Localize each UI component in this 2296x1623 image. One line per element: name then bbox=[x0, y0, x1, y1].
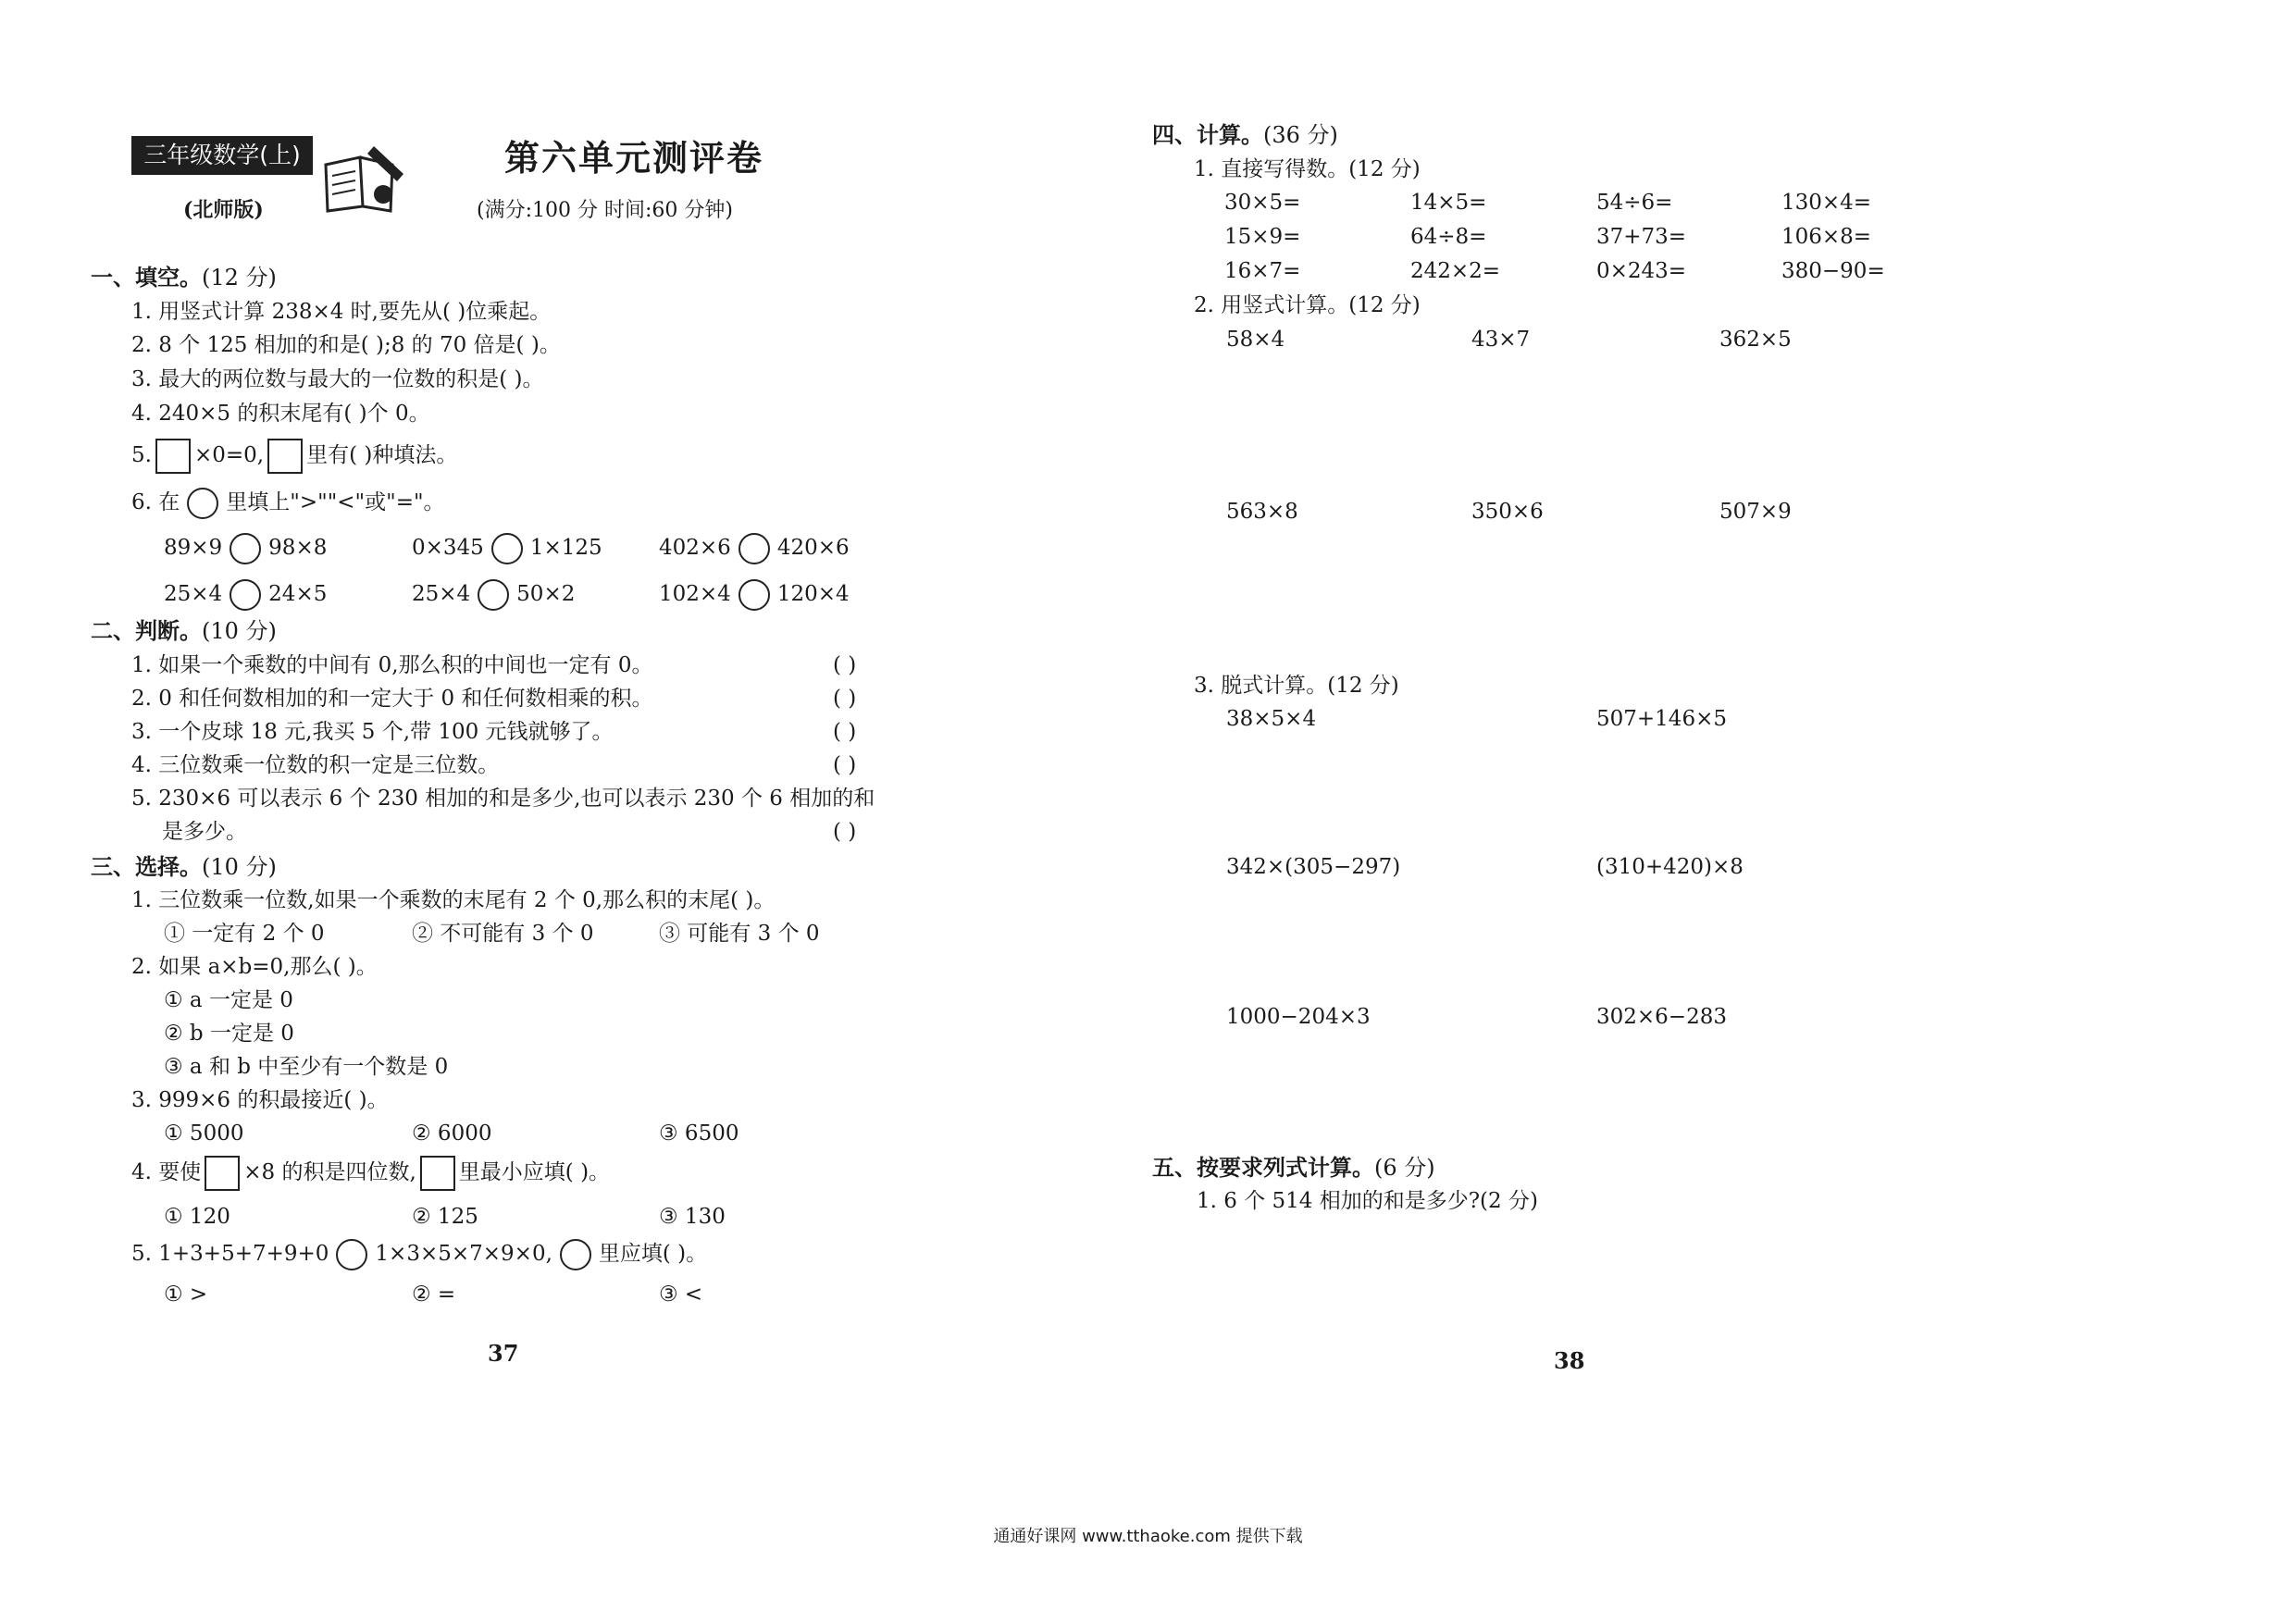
s2-q1: 1. 如果一个乘数的中间有 0,那么积的中间也一定有 0。 bbox=[131, 653, 653, 677]
section-2-heading: 二、判断。(10 分) bbox=[91, 617, 277, 644]
answer-paren: ( ) bbox=[833, 753, 857, 777]
blank-circle-icon bbox=[738, 579, 770, 611]
direct-calc-item: 130×4= bbox=[1781, 191, 1872, 215]
blank-circle-icon bbox=[738, 533, 770, 564]
s3-q5: 5. 1+3+5+7+9+0 1×3×5×7×9×0, 里应填( )。 bbox=[131, 1239, 707, 1270]
exam-title: 第六单元测评卷 bbox=[504, 137, 764, 179]
s5-q1: 1. 6 个 514 相加的和是多少?(2 分) bbox=[1197, 1189, 1538, 1213]
compare-item: 25×4 24×5 bbox=[164, 579, 327, 611]
s1-q3: 3. 最大的两位数与最大的一位数的积是( )。 bbox=[131, 367, 544, 391]
section-5-heading: 五、按要求列式计算。(6 分) bbox=[1152, 1154, 1435, 1181]
blank-box-icon bbox=[420, 1156, 455, 1191]
s3-q1-opt3: ③ 可能有 3 个 0 bbox=[659, 922, 820, 946]
s3-q3: 3. 999×6 的积最接近( )。 bbox=[131, 1088, 389, 1112]
expression-item: 342×(305−297) bbox=[1226, 855, 1401, 879]
s3-q2-opt1: ① a 一定是 0 bbox=[164, 988, 293, 1012]
direct-calc-item: 0×243= bbox=[1596, 259, 1687, 283]
s3-q3-opt2: ② 6000 bbox=[412, 1121, 492, 1146]
expression-item: (310+420)×8 bbox=[1596, 855, 1744, 879]
s1-q4: 4. 240×5 的积末尾有( )个 0。 bbox=[131, 402, 430, 426]
direct-calc-item: 16×7= bbox=[1224, 259, 1301, 283]
expression-item: 1000−204×3 bbox=[1226, 1005, 1371, 1029]
section-3-heading: 三、选择。(10 分) bbox=[91, 853, 277, 880]
blank-circle-icon bbox=[230, 533, 261, 564]
s3-q4-opt2: ② 125 bbox=[412, 1205, 478, 1229]
s2-q2: 2. 0 和任何数相加的和一定大于 0 和任何数相乘的积。 bbox=[131, 687, 653, 711]
s3-q4-opt1: ① 120 bbox=[164, 1205, 230, 1229]
compare-item: 102×4 120×4 bbox=[659, 579, 850, 611]
edition-label: (北师版) bbox=[183, 198, 264, 222]
book-pen-icon bbox=[318, 137, 411, 216]
vertical-calc-item: 362×5 bbox=[1719, 328, 1792, 352]
answer-paren: ( ) bbox=[833, 720, 857, 744]
s3-q2-opt2: ② b 一定是 0 bbox=[164, 1022, 294, 1046]
vertical-calc-item: 350×6 bbox=[1471, 500, 1544, 524]
blank-circle-icon bbox=[491, 533, 523, 564]
expression-item: 38×5×4 bbox=[1226, 707, 1317, 731]
direct-calc-item: 54÷6= bbox=[1596, 191, 1673, 215]
blank-box-icon bbox=[267, 439, 303, 474]
s3-q4-opt3: ③ 130 bbox=[659, 1205, 726, 1229]
exam-subtitle: (满分:100 分 时间:60 分钟) bbox=[477, 199, 733, 222]
direct-calc-item: 64÷8= bbox=[1410, 225, 1487, 249]
s2-q5-cont: 是多少。 bbox=[162, 820, 247, 844]
section-1-heading: 一、填空。(12 分) bbox=[91, 264, 277, 291]
compare-item: 25×4 50×2 bbox=[412, 579, 575, 611]
expression-item: 507+146×5 bbox=[1596, 707, 1727, 731]
page-number-right: 38 bbox=[1554, 1347, 1585, 1374]
s4-sub3: 3. 脱式计算。(12 分) bbox=[1194, 674, 1399, 698]
answer-paren: ( ) bbox=[833, 653, 857, 677]
s1-q6: 6. 在 里填上">""<"或"="。 bbox=[131, 488, 445, 519]
blank-circle-icon bbox=[187, 488, 218, 519]
blank-circle-icon bbox=[560, 1239, 591, 1270]
s3-q2-opt3: ③ a 和 b 中至少有一个数是 0 bbox=[164, 1055, 449, 1079]
footer-credit: 通通好课网 www.tthaoke.com 提供下载 bbox=[993, 1527, 1303, 1546]
vertical-calc-item: 58×4 bbox=[1226, 328, 1285, 352]
blank-circle-icon bbox=[230, 579, 261, 611]
blank-circle-icon bbox=[478, 579, 509, 611]
s1-q5: 5. ×0=0, 里有( )种填法。 bbox=[131, 439, 457, 474]
expression-item: 302×6−283 bbox=[1596, 1005, 1727, 1029]
s3-q1-opt1: ① 一定有 2 个 0 bbox=[164, 922, 325, 946]
s3-q5-opt3: ③ < bbox=[659, 1282, 703, 1307]
answer-paren: ( ) bbox=[833, 820, 857, 844]
direct-calc-item: 30×5= bbox=[1224, 191, 1301, 215]
s3-q1-opt2: ② 不可能有 3 个 0 bbox=[412, 922, 594, 946]
s3-q4: 4. 要使 ×8 的积是四位数, 里最小应填( )。 bbox=[131, 1156, 610, 1191]
s3-q1: 1. 三位数乘一位数,如果一个乘数的末尾有 2 个 0,那么积的末尾( )。 bbox=[131, 888, 776, 912]
vertical-calc-item: 43×7 bbox=[1471, 328, 1531, 352]
s3-q5-opt1: ① > bbox=[164, 1282, 208, 1307]
direct-calc-item: 106×8= bbox=[1781, 225, 1872, 249]
blank-circle-icon bbox=[336, 1239, 367, 1270]
section-4-heading: 四、计算。(36 分) bbox=[1152, 121, 1338, 148]
direct-calc-item: 14×5= bbox=[1410, 191, 1487, 215]
s3-q3-opt3: ③ 6500 bbox=[659, 1121, 739, 1146]
compare-item: 0×345 1×125 bbox=[412, 533, 602, 564]
blank-box-icon bbox=[155, 439, 191, 474]
s4-sub2: 2. 用竖式计算。(12 分) bbox=[1194, 293, 1421, 317]
vertical-calc-item: 507×9 bbox=[1719, 500, 1792, 524]
direct-calc-item: 15×9= bbox=[1224, 225, 1301, 249]
s1-q2: 2. 8 个 125 相加的和是( );8 的 70 倍是( )。 bbox=[131, 333, 561, 357]
s1-q1: 1. 用竖式计算 238×4 时,要先从( )位乘起。 bbox=[131, 300, 552, 324]
direct-calc-item: 242×2= bbox=[1410, 259, 1501, 283]
s4-sub1: 1. 直接写得数。(12 分) bbox=[1194, 157, 1421, 181]
s2-q4: 4. 三位数乘一位数的积一定是三位数。 bbox=[131, 753, 500, 777]
blank-box-icon bbox=[205, 1156, 240, 1191]
direct-calc-item: 37+73= bbox=[1596, 225, 1687, 249]
direct-calc-item: 380−90= bbox=[1781, 259, 1885, 283]
s3-q5-opt2: ② = bbox=[412, 1282, 456, 1307]
s2-q3: 3. 一个皮球 18 元,我买 5 个,带 100 元钱就够了。 bbox=[131, 720, 614, 744]
answer-paren: ( ) bbox=[833, 687, 857, 711]
grade-badge: 三年级数学(上) bbox=[131, 136, 313, 175]
s3-q3-opt1: ① 5000 bbox=[164, 1121, 244, 1146]
vertical-calc-item: 563×8 bbox=[1226, 500, 1298, 524]
compare-item: 89×9 98×8 bbox=[164, 533, 327, 564]
s2-q5: 5. 230×6 可以表示 6 个 230 相加的和是多少,也可以表示 230 个 6 相加的和 bbox=[131, 787, 875, 811]
s3-q2: 2. 如果 a×b=0,那么( )。 bbox=[131, 955, 378, 979]
page-number-left: 37 bbox=[488, 1340, 519, 1367]
compare-item: 402×6 420×6 bbox=[659, 533, 850, 564]
